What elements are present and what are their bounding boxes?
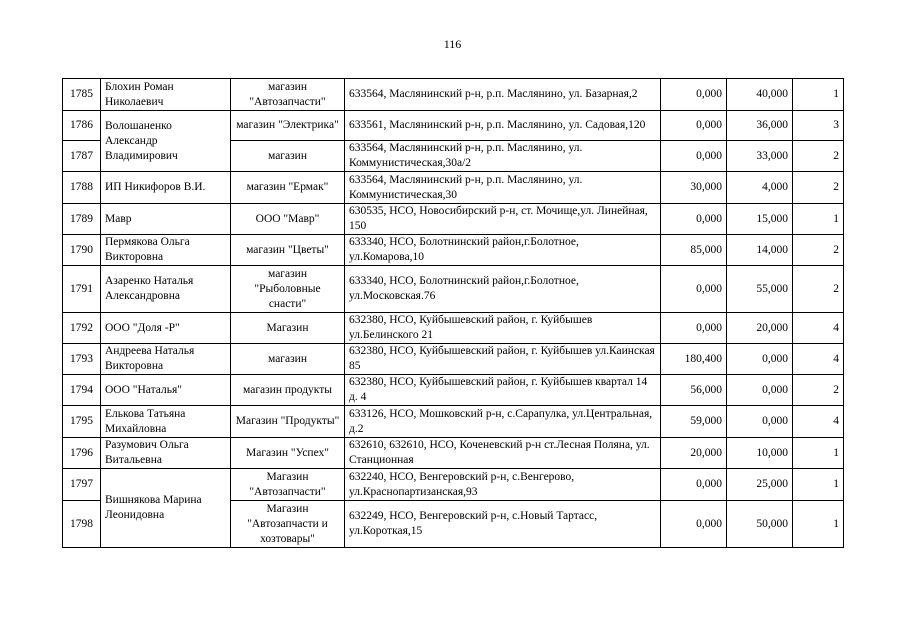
store-type: магазин	[231, 141, 345, 172]
table-row	[63, 375, 844, 406]
value-1: 0,000	[661, 204, 727, 235]
row-number: 1793	[63, 344, 101, 375]
count: 4	[793, 313, 844, 344]
row-number: 1795	[63, 406, 101, 438]
owner-name: Пермякова Ольга Викторовна	[101, 235, 231, 266]
value-1: 180,400	[661, 344, 727, 375]
count: 2	[793, 266, 844, 313]
row-number: 1787	[63, 141, 101, 172]
store-type: магазин "Электрика"	[231, 111, 345, 141]
value-1: 85,000	[661, 235, 727, 266]
table-row	[63, 204, 844, 235]
address: 633340, НСО, Болотнинский район,г.Болотное, ул.Московская.76	[345, 266, 661, 313]
count: 2	[793, 235, 844, 266]
store-type: Магазин	[231, 313, 345, 344]
count: 1	[793, 79, 844, 111]
row-number: 1792	[63, 313, 101, 344]
store-type: Магазин "Продукты"	[231, 406, 345, 438]
owner-name: Андреева Наталья Викторовна	[101, 344, 231, 375]
owner-name: Разумович Ольга Витальевна	[101, 438, 231, 469]
value-2: 0,000	[727, 344, 793, 375]
count: 1	[793, 501, 844, 548]
table-row	[63, 111, 844, 141]
row-number: 1790	[63, 235, 101, 266]
owner-name: ИП Никифоров В.И.	[101, 172, 231, 204]
address: 632610, 632610, НСО, Коченевский р-н ст.Лесная Поляна, ул. Станционная	[345, 438, 661, 469]
value-2: 50,000	[727, 501, 793, 548]
count: 2	[793, 172, 844, 204]
store-type: магазин "Автозапчасти"	[231, 79, 345, 111]
row-number: 1788	[63, 172, 101, 204]
store-type: магазин продукты	[231, 375, 345, 406]
value-2: 0,000	[727, 375, 793, 406]
address: 633340, НСО, Болотнинский район,г.Болотное, ул.Комарова,10	[345, 235, 661, 266]
value-2: 0,000	[727, 406, 793, 438]
value-2: 33,000	[727, 141, 793, 172]
value-1: 0,000	[661, 501, 727, 548]
owner-name: Вишнякова Марина Леонидовна	[101, 469, 231, 548]
value-1: 0,000	[661, 141, 727, 172]
value-1: 59,000	[661, 406, 727, 438]
count: 2	[793, 141, 844, 172]
table-row	[63, 235, 844, 266]
count: 3	[793, 111, 844, 141]
owner-name: Волошаненко Александр Владимирович	[101, 111, 231, 172]
value-1: 0,000	[661, 79, 727, 111]
count: 4	[793, 406, 844, 438]
value-2: 10,000	[727, 438, 793, 469]
address: 633564, Маслянинский р-н, р.п. Маслянино, ул. Коммунистическая,30	[345, 172, 661, 204]
owner-name: Елькова Татьяна Михайловна	[101, 406, 231, 438]
value-1: 30,000	[661, 172, 727, 204]
address: 632380, НСО, Куйбышевский район, г. Куйбышев квартал 14 д. 4	[345, 375, 661, 406]
store-type: магазин "Цветы"	[231, 235, 345, 266]
row-number: 1798	[63, 501, 101, 548]
registry-table	[62, 78, 844, 548]
count: 1	[793, 438, 844, 469]
store-type: магазин "Ермак"	[231, 172, 345, 204]
table-row	[63, 344, 844, 375]
value-2: 14,000	[727, 235, 793, 266]
table-row	[63, 438, 844, 469]
value-2: 36,000	[727, 111, 793, 141]
count: 2	[793, 375, 844, 406]
table-row	[63, 172, 844, 204]
value-1: 0,000	[661, 266, 727, 313]
value-2: 15,000	[727, 204, 793, 235]
address: 632240, НСО, Венгеровский р-н, с.Венгерово, ул.Краснопартизанская,93	[345, 469, 661, 501]
value-1: 56,000	[661, 375, 727, 406]
address: 633564, Маслянинский р-н, р.п. Маслянино, ул. Коммунистическая,30а/2	[345, 141, 661, 172]
value-2: 40,000	[727, 79, 793, 111]
row-number: 1796	[63, 438, 101, 469]
address: 633561, Маслянинский р-н, р.п. Маслянино, ул. Садовая,120	[345, 111, 661, 141]
row-number: 1794	[63, 375, 101, 406]
value-1: 0,000	[661, 111, 727, 141]
row-number: 1791	[63, 266, 101, 313]
value-1: 20,000	[661, 438, 727, 469]
value-1: 0,000	[661, 469, 727, 501]
store-type: магазин "Рыболовные снасти"	[231, 266, 345, 313]
row-number: 1786	[63, 111, 101, 141]
store-type: ООО "Мавр"	[231, 204, 345, 235]
table-row	[63, 406, 844, 438]
table-row	[63, 266, 844, 313]
row-number: 1785	[63, 79, 101, 111]
table-row	[63, 313, 844, 344]
table-row	[63, 79, 844, 111]
row-number: 1789	[63, 204, 101, 235]
value-2: 4,000	[727, 172, 793, 204]
table-row	[63, 469, 844, 501]
store-type: Магазин "Успех"	[231, 438, 345, 469]
value-2: 25,000	[727, 469, 793, 501]
count: 4	[793, 344, 844, 375]
address: 633564, Маслянинский р-н, р.п. Маслянино, ул. Базарная,2	[345, 79, 661, 111]
owner-name: ООО "Доля -Р"	[101, 313, 231, 344]
owner-name: ООО "Наталья"	[101, 375, 231, 406]
address: 632380, НСО, Куйбышевский район, г. Куйбышев ул.Белинского 21	[345, 313, 661, 344]
address: 630535, НСО, Новосибирский р-н, ст. Мочище,ул. Линейная, 150	[345, 204, 661, 235]
owner-name: Блохин Роман Николаевич	[101, 79, 231, 111]
value-2: 20,000	[727, 313, 793, 344]
value-2: 55,000	[727, 266, 793, 313]
value-1: 0,000	[661, 313, 727, 344]
address: 632249, НСО, Венгеровский р-н, с.Новый Тартасс, ул.Короткая,15	[345, 501, 661, 548]
store-type: Магазин "Автозапчасти"	[231, 469, 345, 501]
store-type: магазин	[231, 344, 345, 375]
owner-name: Мавр	[101, 204, 231, 235]
owner-name: Азаренко Наталья Александровна	[101, 266, 231, 313]
count: 1	[793, 469, 844, 501]
page-number: 116	[443, 37, 462, 51]
row-number: 1797	[63, 469, 101, 501]
table-body	[63, 79, 844, 548]
count: 1	[793, 204, 844, 235]
address: 632380, НСО, Куйбышевский район, г. Куйбышев ул.Каинская 85	[345, 344, 661, 375]
store-type: Магазин "Автозапчасти и хозтовары"	[231, 501, 345, 548]
address: 633126, НСО, Мошковский р-н, с.Сарапулка, ул.Центральная, д.2	[345, 406, 661, 438]
